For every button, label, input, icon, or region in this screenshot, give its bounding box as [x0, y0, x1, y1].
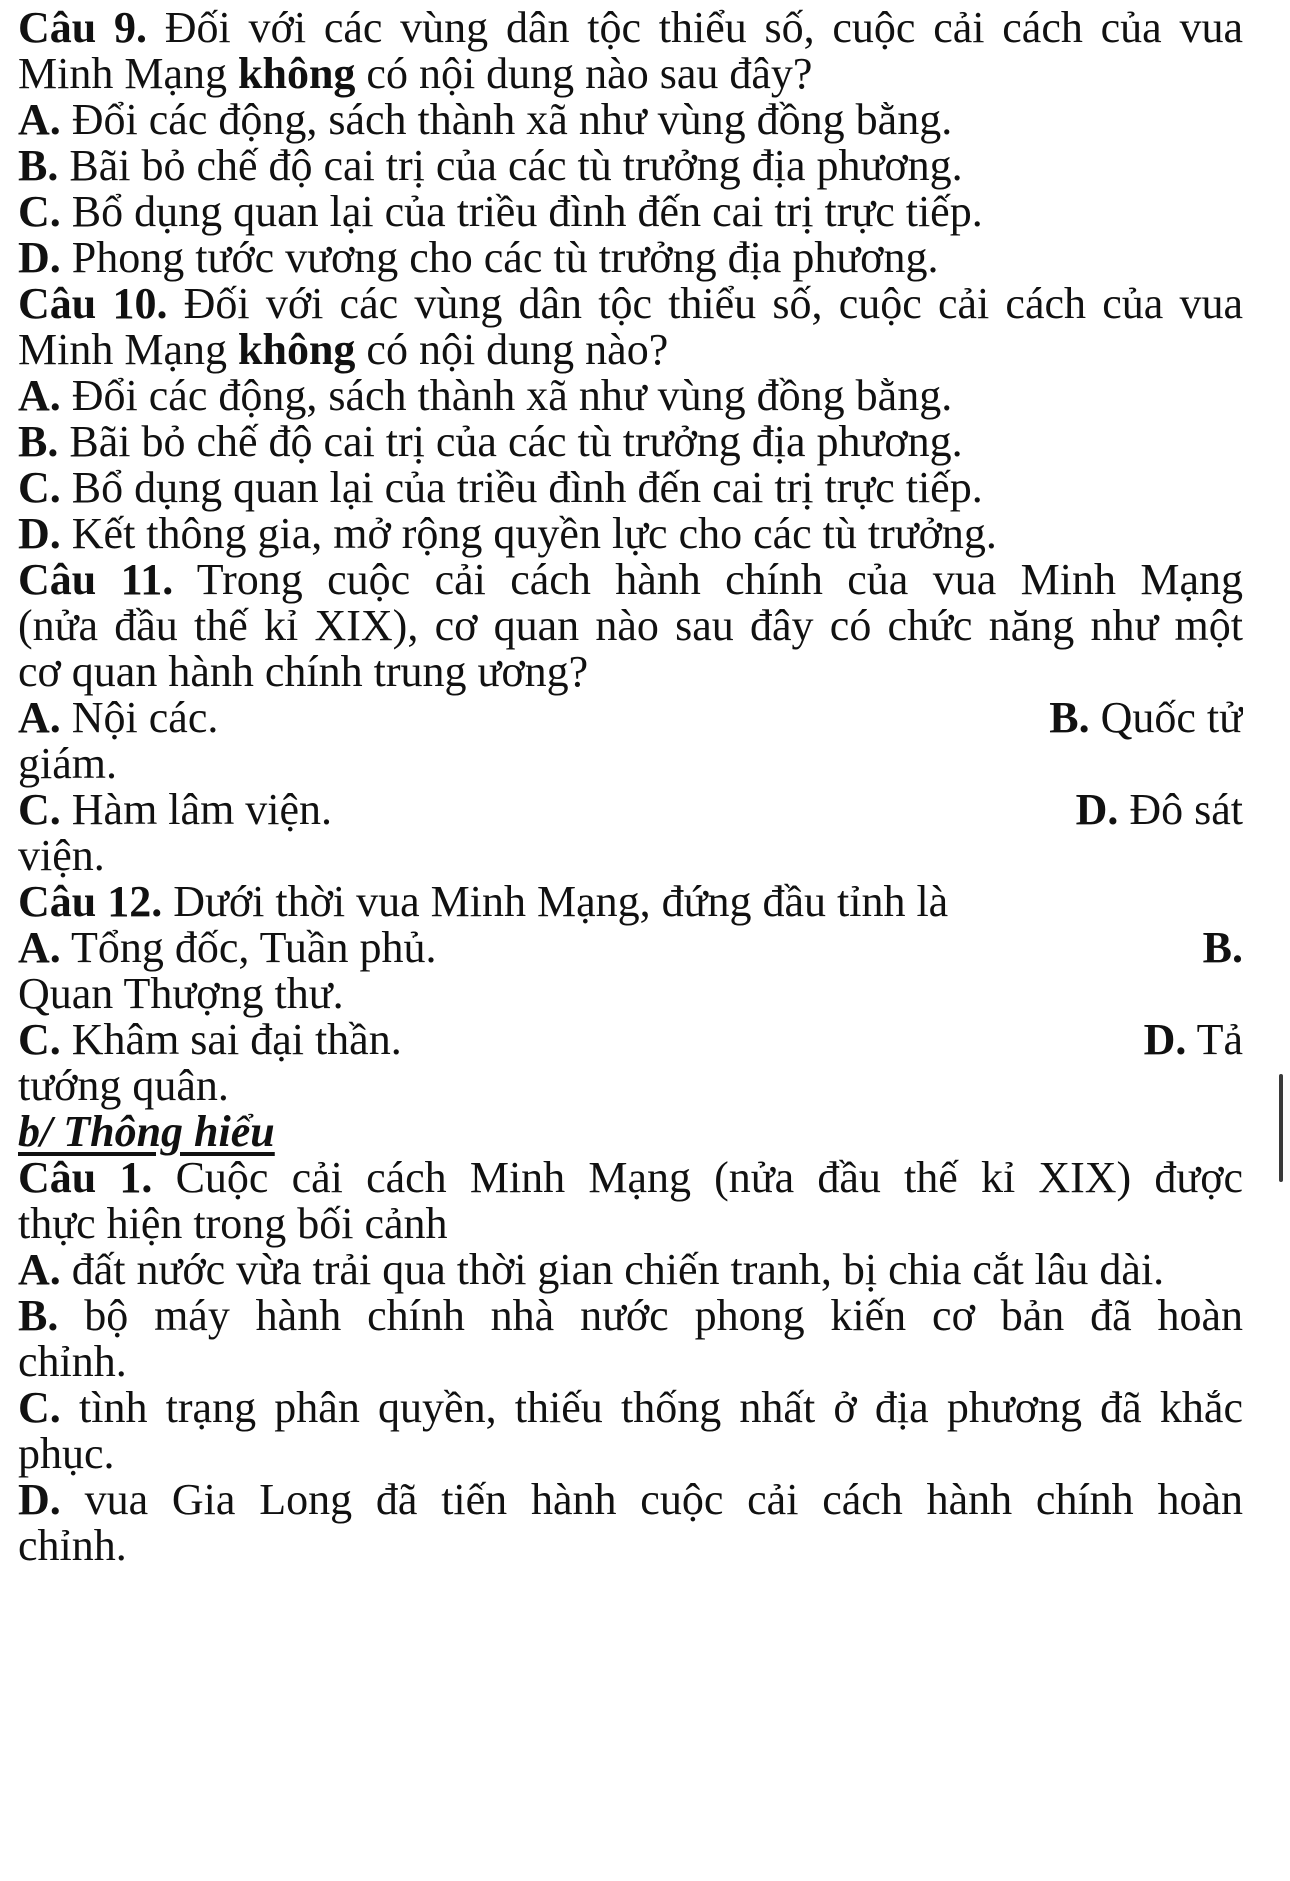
- q10-label: Câu 10.: [18, 279, 168, 328]
- q10-option-c-label: C.: [18, 463, 61, 512]
- q9-option-d-label: D.: [18, 233, 61, 282]
- q1-option-a-label: A.: [18, 1245, 61, 1294]
- q9-option-b-text: Bãi bỏ chế độ cai trị của các tù trưởng địa phương.: [58, 141, 963, 190]
- q12-option-a-label: A.: [18, 923, 61, 972]
- q9-stem-text-2a: Minh Mạng: [18, 49, 238, 98]
- q11-option-d-text: Đô sát: [1118, 785, 1243, 834]
- q11-option-c-label: C.: [18, 785, 61, 834]
- q11-label: Câu 11.: [18, 555, 174, 604]
- q1-option-d: [18, 1472, 1243, 1528]
- q9-option-c-label: C.: [18, 187, 61, 236]
- q10-option-b-label: B.: [18, 417, 59, 466]
- q11-options-row-1: [18, 690, 1243, 746]
- q1-option-d-text: vua Gia Long đã tiến hành cuộc cải cách hành chính hoàn: [60, 1475, 1243, 1524]
- q12-option-d-label: D.: [1143, 1015, 1187, 1064]
- q1-option-b-text: bộ máy hành chính nhà nước phong kiến cơ bản đã hoàn: [58, 1291, 1243, 1340]
- q1-option-a-text: đất nước vừa trải qua thời gian chiến tranh, bị chia cắt lâu dài.: [60, 1245, 1165, 1294]
- q12-option-b-label: B.: [1202, 923, 1243, 972]
- q12-option-d-text: Tả: [1186, 1015, 1243, 1064]
- q11-option-b-text: Quốc tử: [1089, 693, 1243, 742]
- q9-option-c-text: Bổ dụng quan lại của triều đình đến cai trị trực tiếp.: [60, 187, 983, 236]
- q11-stem-line-3: cơ quan hành chính trung ương?: [18, 647, 589, 696]
- q10-stem-text-2a: Minh Mạng: [18, 325, 238, 374]
- q9-option-d-text: Phong tước vương cho các tù trưởng địa phương.: [60, 233, 939, 282]
- q10-option-d-label: D.: [18, 509, 61, 558]
- q11-option-b-wrap: giám.: [18, 739, 117, 788]
- q1-option-d-label: D.: [18, 1475, 61, 1524]
- q10-option-b-text: Bãi bỏ chế độ cai trị của các tù trưởng địa phương.: [58, 417, 963, 466]
- q9-label: Câu 9.: [18, 3, 148, 52]
- q1-stem-line-2: thực hiện trong bối cảnh: [18, 1199, 448, 1248]
- q12-option-b-wrap: Quan Thượng thư.: [18, 969, 344, 1018]
- q9-stem-text-2c: có nội dung nào sau đây?: [355, 49, 813, 98]
- q1-stem-text-1: Cuộc cải cách Minh Mạng (nửa đầu thế kỉ XIX) được: [152, 1153, 1243, 1202]
- q1-option-d-wrap: chỉnh.: [18, 1521, 127, 1570]
- q1-option-c-text: tình trạng phân quyền, thiếu thống nhất ở địa phương đã khắc: [60, 1383, 1243, 1432]
- q1-option-b: [18, 1288, 1243, 1344]
- q11-option-c-text: Hàm lâm viện.: [60, 785, 333, 834]
- q12-option-c-text: Khâm sai đại thần.: [60, 1015, 402, 1064]
- q12-option-c-label: C.: [18, 1015, 61, 1064]
- q11-option-d-wrap: viện.: [18, 831, 105, 880]
- q11-option-d: [1076, 782, 1243, 838]
- q11-option-d-label: D.: [1075, 785, 1119, 834]
- q11-option-b-label: B.: [1049, 693, 1090, 742]
- q11-option-a-label: A.: [18, 693, 61, 742]
- q10-option-a-label: A.: [18, 371, 61, 420]
- q9-option-a-text: Đổi các động, sách thành xã như vùng đồng bằng.: [60, 95, 953, 144]
- q11-option-a-text: Nội các.: [60, 693, 219, 742]
- q10-stem-text-2c: có nội dung nào?: [355, 325, 669, 374]
- q11-stem-text-1: Trong cuộc cải cách hành chính của vua Minh Mạng: [173, 555, 1243, 604]
- q1-option-b-label: B.: [18, 1291, 59, 1340]
- q9-stem-text-1: Đối với các vùng dân tộc thiểu số, cuộc cải cách của vua: [147, 3, 1243, 52]
- q1-option-c: [18, 1380, 1243, 1436]
- q12-option-a-text: Tổng đốc, Tuần phủ.: [60, 923, 437, 972]
- section-heading: b/ Thông hiểu: [18, 1107, 275, 1156]
- q10-stem-text-1: Đối với các vùng dân tộc thiểu số, cuộc cải cách của vua: [167, 279, 1243, 328]
- q12-stem-text-1: Dưới thời vua Minh Mạng, đứng đầu tỉnh là: [162, 877, 949, 926]
- q10-option-d-text: Kết thông gia, mở rộng quyền lực cho các tù trưởng.: [60, 509, 997, 558]
- vertical-scrollbar[interactable]: [1279, 1074, 1283, 1182]
- q11-option-b: [1049, 690, 1243, 746]
- q9-option-a-label: A.: [18, 95, 61, 144]
- q10-negation: không: [238, 325, 356, 374]
- q1-option-c-wrap: phục.: [18, 1429, 115, 1478]
- q1-label: Câu 1.: [18, 1153, 153, 1202]
- q1-option-c-label: C.: [18, 1383, 61, 1432]
- q12-option-d-wrap: tướng quân.: [18, 1061, 229, 1110]
- q1-option-b-wrap: chỉnh.: [18, 1337, 127, 1386]
- q10-option-a-text: Đổi các động, sách thành xã như vùng đồng bằng.: [60, 371, 953, 420]
- q12-option-d: [1144, 1012, 1243, 1068]
- q11-stem-line-2: (nửa đầu thế kỉ XIX), cơ quan nào sau đây có chức năng như một: [18, 601, 1243, 650]
- q9-option-b-label: B.: [18, 141, 59, 190]
- q10-option-c-text: Bổ dụng quan lại của triều đình đến cai trị trực tiếp.: [60, 463, 983, 512]
- q11-options-row-2: [18, 782, 1243, 838]
- q9-negation: không: [238, 49, 356, 98]
- q12-label: Câu 12.: [18, 877, 163, 926]
